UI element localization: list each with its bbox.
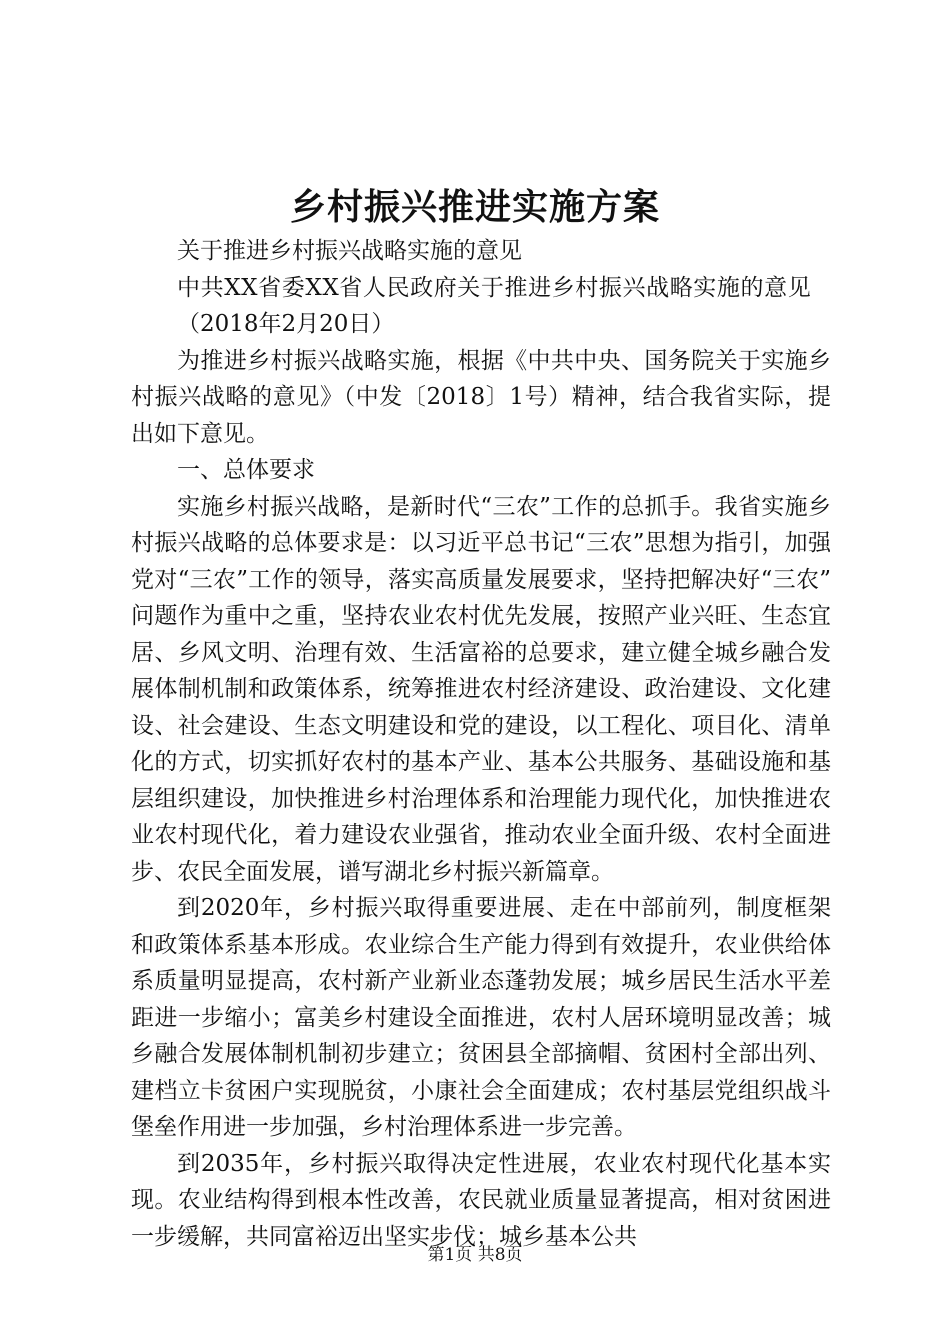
paragraph-issuer: 中共XX省委XX省人民政府关于推进乡村振兴战略实施的意见 bbox=[177, 274, 812, 301]
paragraph-opinion-heading: 关于推进乡村振兴战略实施的意见 bbox=[177, 238, 522, 264]
paragraph-preamble: 为推进乡村振兴战略实施，根据《中共中央、国务院关于实施乡村振兴战略的意见》（中发〔2018〕1号）精神，结合我省实际，提出如下意见。 bbox=[131, 347, 831, 447]
section-heading-general-requirements: 一、总体要求 bbox=[177, 457, 315, 483]
document-body bbox=[131, 233, 831, 1255]
document-title: 乡村振兴推进实施方案 bbox=[289, 186, 660, 228]
paragraph-general-requirements: 实施乡村振兴战略，是新时代“三农”工作的总抓手。我省实施乡村振兴战略的总体要求是：以习近平总书记“三农”思想为指引，加强党对“三农”工作的领导，落实高质量发展要求，坚持把解决好“三农”问题作为重中之重，坚持农业农村优先发展，按照产业兴旺、生态宜居、乡风文明、治理有效、生活富裕的总要求，建立健全城乡融合发展体制机制和政策体系，统筹推进农村经济建设、政治建设、文化建设、社会建设、生态文明建设和党的建设，以工程化、项目化、清单化的方式，切实抓好农村的基本产业、基本公共服务、基础设施和基层组织建设，加快推进乡村治理体系和治理能力现代化，加快推进农业农村现代化，着力建设农业强省，推动农业全面升级、农村全面进步、农民全面发展，谱写湖北乡村振兴新篇章。 bbox=[131, 493, 831, 885]
paragraph-goals-2035: 到2035年，乡村振兴取得决定性进展，农业农村现代化基本实现。农业结构得到根本性改善，农民就业质量显著提高，相对贫困进一步缓解，共同富裕迈出坚实步伐；城乡基本公共 bbox=[131, 1150, 831, 1250]
paragraph-goals-2020: 到2020年，乡村振兴取得重要进展、走在中部前列，制度框架和政策体系基本形成。农业综合生产能力得到有效提升，农业供给体系质量明显提高，农村新产业新业态蓬勃发展；城乡居民生活水平差距进一步缩小；富美乡村建设全面推进，农村人居环境明显改善；城乡融合发展体制机制初步建立；贫困县全部摘帽、贫困村全部出列、建档立卡贫困户实现脱贫，小康社会全面建成；农村基层党组织战斗堡垒作用进一步加强，乡村治理体系进一步完善。 bbox=[131, 895, 831, 1140]
paragraph-date: （2018年2月20日） bbox=[177, 311, 395, 337]
page-number-footer: 第1页 共8页 bbox=[427, 1245, 523, 1265]
